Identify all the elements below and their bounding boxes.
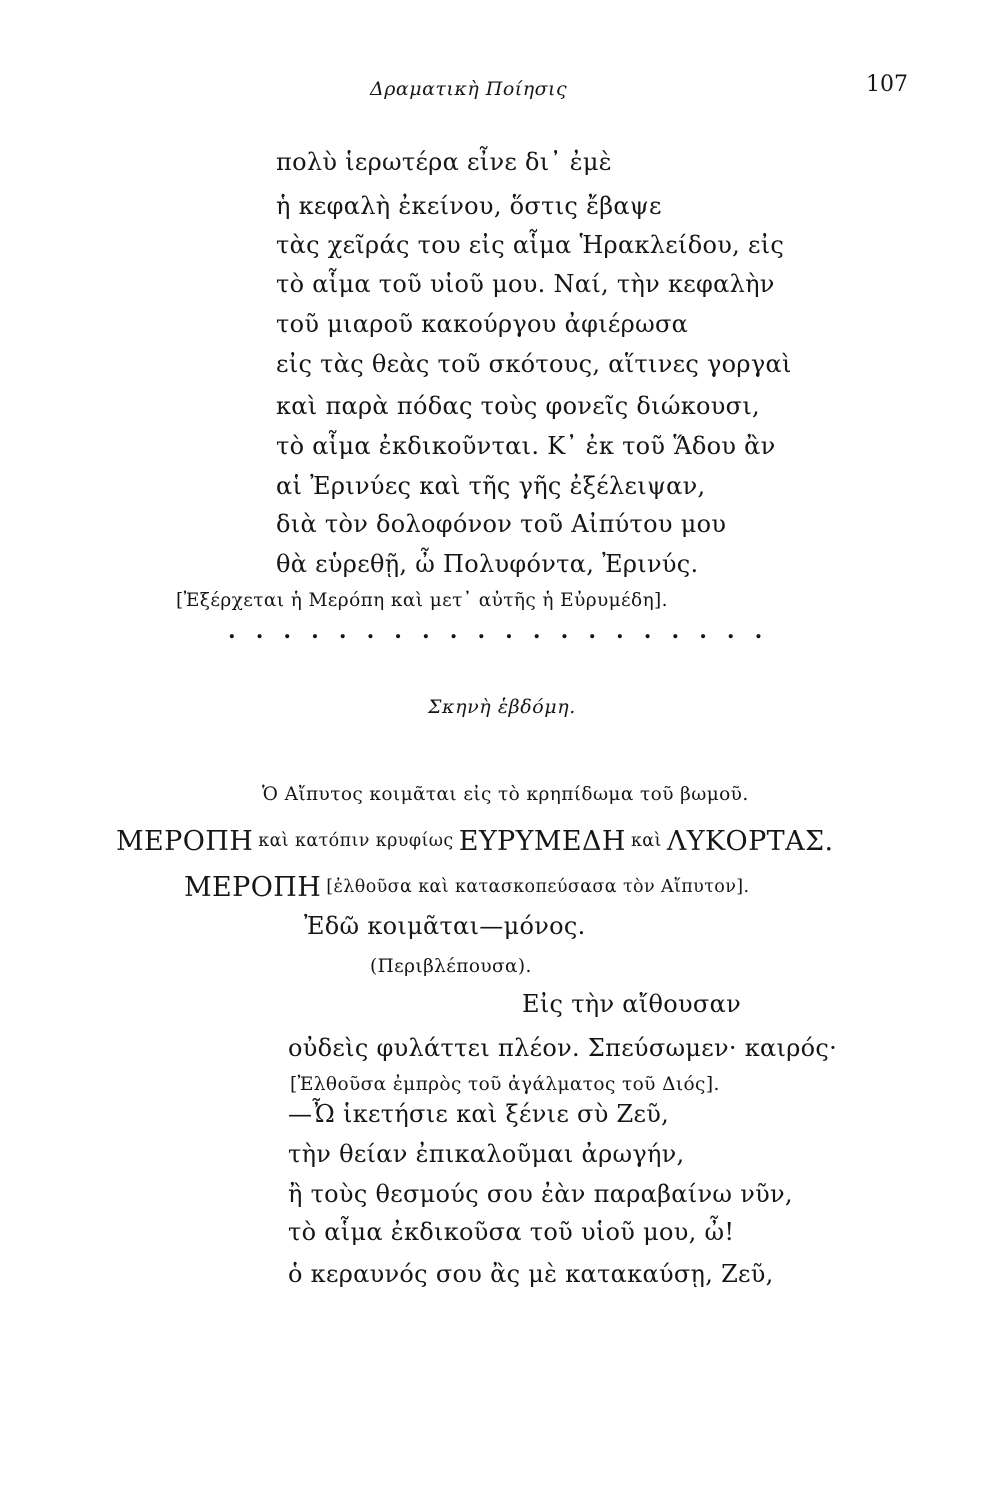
entrance-connector: καὶ (630, 831, 662, 851)
verse-line: πολὺ ἱερωτέρα εἶνε δι᾽ ἐμὲ (276, 148, 612, 176)
prayer-line: —Ὦ ἱκετήσιε καὶ ξένιε σὺ Ζεῦ, (288, 1100, 670, 1128)
character-name-eurymede: ΕΥΡΥΜΕΔΗ (458, 826, 626, 857)
verse-line: τὰς χεῖράς του εἰς αἷμα Ἡρακλείδου, εἰς (276, 231, 785, 259)
entrance-line (116, 826, 833, 857)
scene-setting-direction: Ὁ Αἴπυτος κοιμᾶται εἰς τὸ κρηπίδωμα τοῦ βωμοῦ. (262, 784, 749, 805)
verse-line: τὸ αἷμα τοῦ υἱοῦ μου. Ναί, τὴν κεφαλὴν (276, 270, 775, 298)
verse-line: καὶ παρὰ πόδας τοὺς φονεῖς διώκουσι, (276, 392, 760, 420)
speech-line: Ἐδῶ κοιμᾶται—μόνος. (304, 912, 586, 940)
verse-line: αἱ Ἐρινύες καὶ τῆς γῆς ἐξέλειψαν, (276, 472, 706, 500)
stage-direction-statue: [Ἐλθοῦσα ἐμπρὸς τοῦ ἀγάλματος τοῦ Διός]. (290, 1074, 720, 1095)
speaker-line (184, 872, 749, 903)
verse-line: διὰ τὸν δολοφόνον τοῦ Αἰπύτου μου (276, 510, 727, 538)
verse-line: εἰς τὰς θεὰς τοῦ σκότους, αἵτινες γοργαὶ (276, 350, 792, 378)
character-name-merope: ΜΕΡΟΠΗ (116, 826, 254, 857)
prayer-line: ἢ τοὺς θεσμούς σου ἐὰν παραβαίνω νῦν, (288, 1180, 793, 1208)
stage-direction-looking-around: (Περιβλέπουσα). (370, 956, 532, 977)
page-number: 107 (866, 72, 908, 97)
speaker-stage-direction: [ἐλθοῦσα καὶ κατασκοπεύσασα τὸν Αἴπυτον]. (326, 877, 750, 897)
speaker-name: ΜΕΡΟΠΗ (184, 872, 322, 903)
running-title: Δραματικὴ Ποίησις (370, 78, 568, 100)
scene-heading: Σκηνὴ ἑβδόμη. (428, 696, 576, 718)
verse-line: τοῦ μιαροῦ κακούργου ἀφιέρωσα (276, 310, 689, 338)
speech-line: οὐδεὶς φυλάττει πλέον. Σπεύσωμεν· καιρός· (288, 1034, 838, 1062)
speech-line: Εἰς τὴν αἴθουσαν (522, 990, 741, 1018)
verse-line: θὰ εὑρεθῇ, ὦ Πολυφόντα, Ἐρινύς. (276, 550, 699, 578)
entrance-connector: καὶ κατόπιν κρυφίως (258, 831, 454, 851)
verse-line: τὸ αἷμα ἐκδικοῦνται. Κ᾽ ἐκ τοῦ Ἅδου ἂν (276, 432, 776, 460)
ellipsis-dots: . . . . . . . . . . . . . . . . . . . . (228, 618, 769, 644)
prayer-line: ὁ κεραυνός σου ἂς μὲ κατακαύσῃ, Ζεῦ, (288, 1260, 774, 1288)
character-name-lykortas: ΛΥΚΟΡΤΑΣ. (666, 826, 834, 857)
exit-stage-direction: [Ἐξέρχεται ἡ Μερόπη καὶ μετ᾽ αὐτῆς ἡ Εὐρυμέδη]. (176, 590, 668, 611)
prayer-line: τὴν θείαν ἐπικαλοῦμαι ἀρωγήν, (288, 1140, 685, 1168)
verse-line: ἡ κεφαλὴ ἐκείνου, ὅστις ἔβαψε (276, 192, 662, 220)
prayer-line: τὸ αἷμα ἐκδικοῦσα τοῦ υἱοῦ μου, ὦ! (288, 1218, 735, 1246)
